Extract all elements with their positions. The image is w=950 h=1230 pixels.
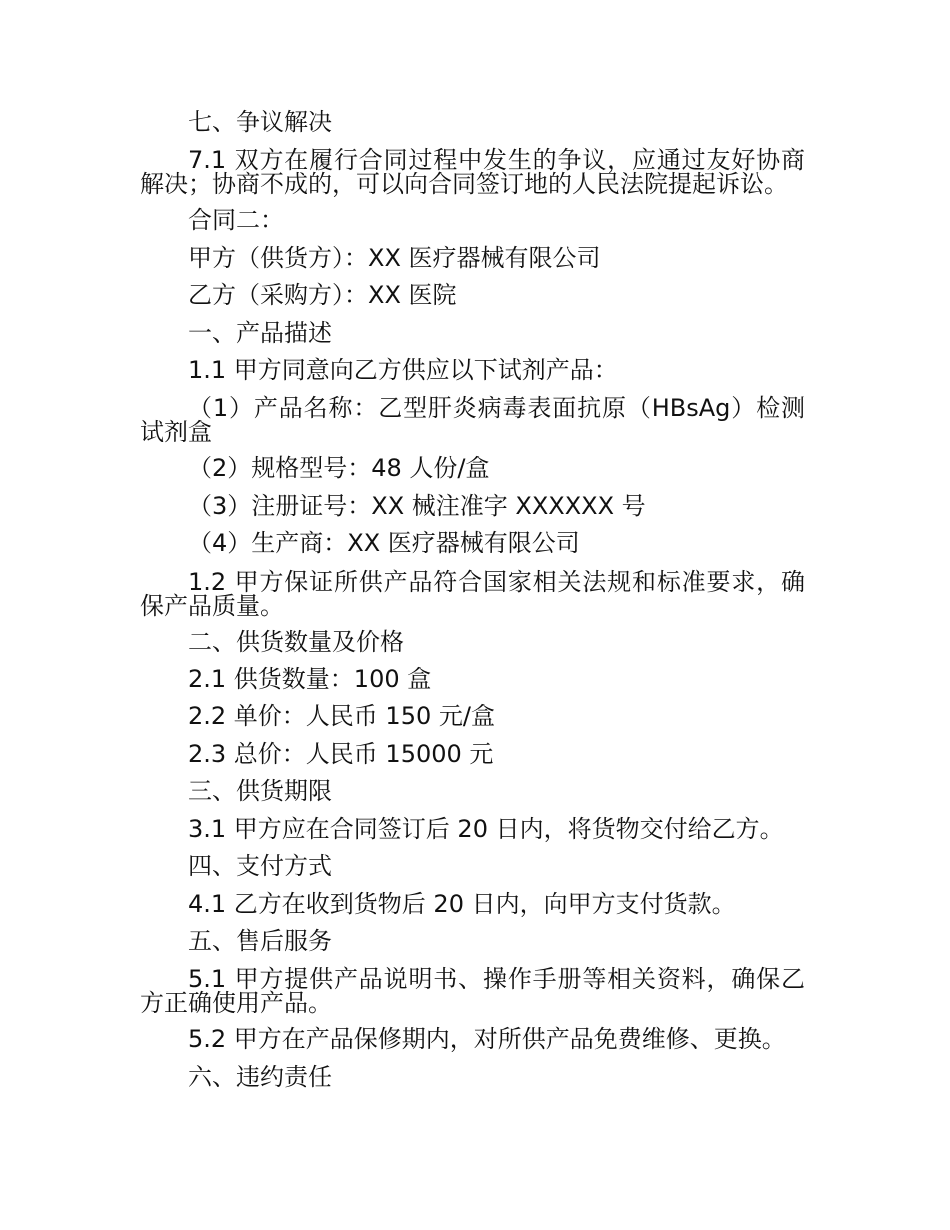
product-spec-item: （2）规格型号：48 人份/盒 (188, 454, 490, 483)
party-a: 甲方（供货方）：XX 医疗器械有限公司 (188, 243, 601, 272)
document-body (140, 104, 805, 1096)
section-heading-payment: 四、支付方式 (188, 852, 332, 881)
section-heading-product: 一、产品描述 (188, 318, 332, 347)
clause-2-2: 2.2 单价：人民币 150 元/盒 (188, 702, 495, 731)
section-heading-dispute: 七、争议解决 (188, 108, 332, 136)
section-heading-after-sales: 五、售后服务 (188, 926, 332, 955)
clause-2-3: 2.3 总价：人民币 15000 元 (188, 739, 494, 768)
section-heading-quantity-price: 二、供货数量及价格 (188, 627, 404, 656)
clause-1-2: 1.2 甲方保证所供产品符合国家相关法规和标准要求，确保产品质量。 (140, 567, 805, 620)
clause-5-1: 5.1 甲方提供产品说明书、操作手册等相关资料，确保乙方正确使用产品。 (140, 965, 805, 1018)
clause-2-1: 2.1 供货数量：100 盒 (188, 665, 432, 694)
registration-number-item: （3）注册证号：XX 械注准字 XXXXXX 号 (188, 491, 646, 520)
section-heading-delivery-term: 三、供货期限 (188, 777, 332, 806)
clause-4-1: 4.1 乙方在收到货物后 20 日内，向甲方支付货款。 (188, 889, 736, 918)
section-heading-liability: 六、违约责任 (188, 1062, 332, 1091)
contract-two-title: 合同二： (188, 206, 284, 235)
clause-3-1: 3.1 甲方应在合同签订后 20 日内，将货物交付给乙方。 (188, 814, 784, 843)
party-b: 乙方（采购方）：XX 医院 (188, 281, 457, 310)
product-name-item: （1）产品名称：乙型肝炎病毒表面抗原（HBsAg）检测试剂盒 (140, 394, 805, 447)
clause-1-1: 1.1 甲方同意向乙方供应以下试剂产品： (188, 356, 618, 385)
clause-5-2: 5.2 甲方在产品保修期内，对所供产品免费维修、更换。 (188, 1025, 786, 1054)
manufacturer-item: （4）生产商：XX 医疗器械有限公司 (188, 529, 580, 558)
clause-7-1: 7.1 双方在履行合同过程中发生的争议，应通过友好协商解决；协商不成的，可以向合同签订地的人民法院提起诉讼。 (140, 146, 805, 199)
